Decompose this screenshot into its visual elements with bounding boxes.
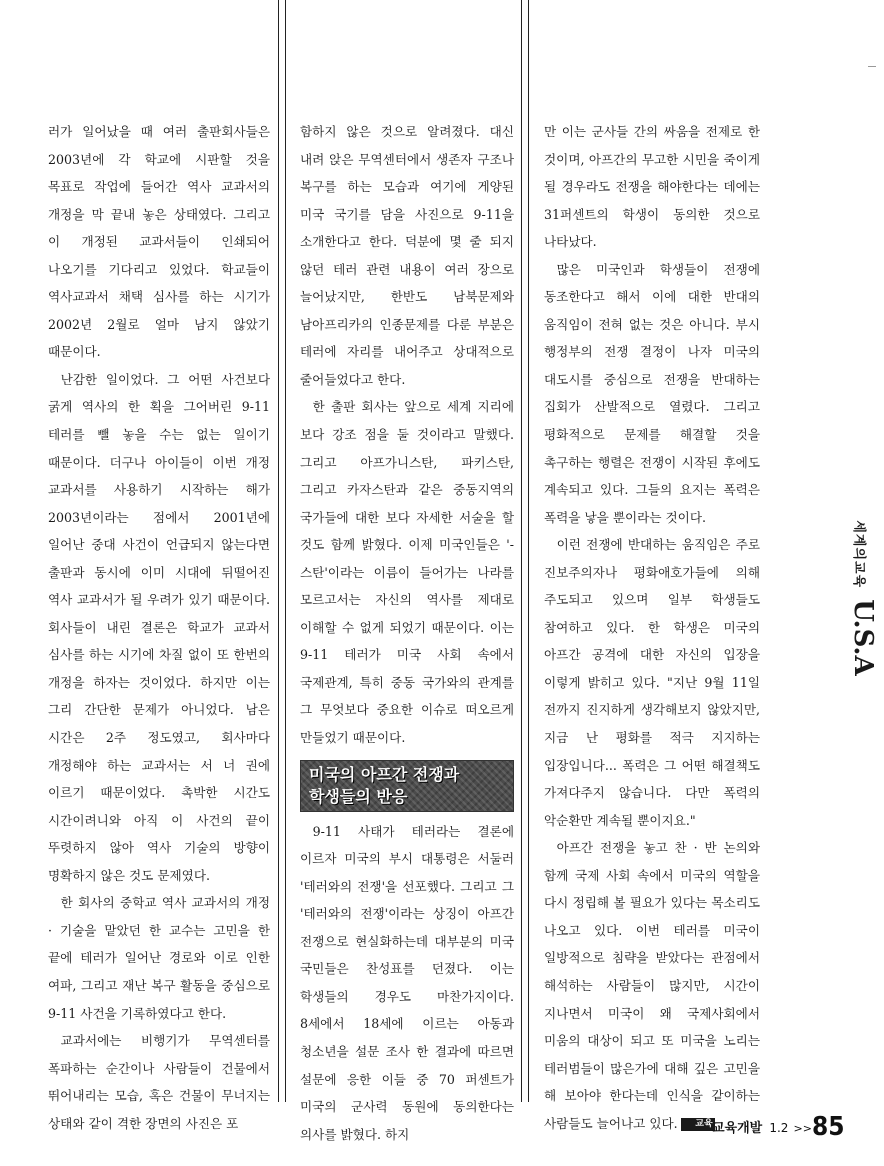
paragraph: 이런 전쟁에 반대하는 움직임은 주로 진보주의자나 평화애호가들에 의해 주도되고 있으며 일부 학생들도 참여하고 있다. 한 학생은 미국의 아프간 공격에 대한 자신의 입장을 이렇게 밝히고 있다. "지난 9월 11일 전까지 진지하게 생각해보지 않았지만, 지금 난 평화를 적극 지지하는 입장입니다... 폭력은 그 어떤 해결책도 가져다주지 않습니다. 다만 폭력의 악순환만 계속될 뿐이지요." bbox=[544, 537, 760, 828]
paragraph: 만 이는 군사들 간의 싸움을 전제로 한 것이며, 아프간의 무고한 시민을 죽이게 될 경우라도 전쟁을 해야한다는 데에는 31퍼센트의 학생이 동의한 것으로 나타났다. bbox=[544, 124, 760, 250]
article-end-mark: 교육 bbox=[681, 1118, 715, 1131]
margin-tick bbox=[868, 66, 876, 67]
paragraph: 러가 일어났을 때 여러 출판회사들은 2003년에 각 학교에 시판할 것을 목표로 작업에 들어간 역사 교과서의 개정을 막 끝내 놓은 상태였다. 그리고 이 개정된 교과서들이 인쇄되어 나오기를 기다리고 있었다. 학교들이 역사교과서 채택 심사를 하는 시기가 2002년 2월로 얼마 남지 않았기 때문이다. bbox=[48, 124, 270, 360]
section-side-tab bbox=[846, 488, 880, 708]
paragraph: 함하지 않은 것으로 알려졌다. 대신 내려 앉은 무역센터에서 생존자 구조나 복구를 하는 모습과 여기에 게양된 미국 국기를 담을 사진으로 9-11을 소개한다고 한다. 덕분에 몇 줄 되지 않던 테러 관련 내용이 여러 장으로 늘어났지만, 한반도 남북문제와 남아프리카의 인종문제를 다룬 부분은 테러에 자리를 내어주고 상대적으로 줄어들었다고 한다. bbox=[300, 124, 514, 387]
paragraph: 교과서에는 비행기가 무역센터를 폭파하는 순간이나 사람들이 건물에서 뛰어내리는 모습, 혹은 건물이 무너지는 상태와 같이 격한 장면의 사진은 포 bbox=[48, 1033, 270, 1131]
arrows-glyph: >> bbox=[793, 1122, 812, 1135]
text-column-3 bbox=[544, 118, 763, 1137]
column-rule-2a bbox=[521, 0, 522, 1102]
paragraph: 한 출판 회사는 앞으로 세계 지리에 보다 강조 점을 둘 것이라고 말했다. 그리고 아프가니스탄, 파키스탄, 그리고 카자스탄과 같은 중동지역의 국가들에 대한 보다 자세한 서술을 할 것도 함께 밝혔다. 이제 미국인들은 '-스탄'이라는 이름이 들어가는 나라를 모르고서는 자신의 역사를 제대로 이해할 수 없게 되었기 때문이다. 이는 9-11 테러가 미국 사회 속에서 국제관계, 특히 중동 국가와의 관계를 그 무엇보다 중요한 이슈로 떠오르게 만들었기 때문이다. bbox=[300, 399, 514, 746]
section-label: 세계의교육 bbox=[851, 520, 866, 589]
text-column-1 bbox=[48, 118, 270, 1137]
paragraph bbox=[544, 834, 763, 1137]
paragraph-text: 아프간 전쟁을 놓고 찬 · 반 논의와 함께 국제 사회 속에서 미국의 역할을 다시 정립해 볼 필요가 있다는 목소리도 나오고 있다. 이번 테러를 미국이 일방적으로 침략을 받았다는 관점에서 해석하는 사람들이 많지만, 시간이 지나면서 미국이 왜 국제사회에서 미움의 대상이 되고 또 미국을 노리는 테러범들이 많은가에 대해 깊은 고민을 해 보아야 한다는데 인식을 같이하는 사람들도 늘어나고 있다. bbox=[544, 840, 760, 1131]
page-number: 85 bbox=[811, 1112, 845, 1142]
column-rule-1a bbox=[278, 0, 279, 1102]
country-label: U.S.A bbox=[848, 599, 878, 676]
paragraph: 한 회사의 중학교 역사 교과서의 개정 · 기술을 맡았던 한 교수는 고민을 한 끝에 테러가 일어난 경로와 이로 인한 여파, 그리고 재난 복구 활동을 중심으로 9-11 사건을 기록하였다고 한다. bbox=[48, 895, 270, 1021]
paragraph: 난감한 일이었다. 그 어떤 사건보다 굵게 역사의 한 획을 그어버린 9-11 테러를 뺄 놓을 수는 없는 일이기 때문이다. 더구나 아이들이 이번 개정 교과서를 사용하기 시작하는 해가 2003년이라는 점에서 2001년에 일어난 중대 사건이 언급되지 않는다면 출판과 동시에 이미 시대에 뒤떨어진 역사 교과서가 될 우려가 있기 때문이다. 회사들이 내린 결론은 학교가 교과서 심사를 하는 시기에 차질 없이 또 한번의 개정을 하자는 것이었다. 하지만 이는 그리 간단한 문제가 아니었다. 남은 시간은 2주 정도였고, 회사마다 개정해야 하는 교과서는 서 너 권에 이르기 때문이었다. 촉박한 시간도 시간이려니와 아직 이 사건의 끝이 뚜렷하지 않아 역사 기술의 방향이 명확하지 않은 것도 문제였다. bbox=[48, 371, 270, 883]
text-column-2 bbox=[300, 118, 514, 1148]
column-rule-1b bbox=[285, 0, 286, 1102]
column-rule-2b bbox=[528, 0, 529, 1102]
section-subheading: 미국의 아프간 전쟁과 학생들의 반응 bbox=[300, 760, 514, 812]
issue-number: 1.2 bbox=[769, 1121, 789, 1135]
paragraph: 많은 미국인과 학생들이 전쟁에 동조한다고 해서 이에 대한 반대의 움직임이 전혀 없는 것은 아니다. 부시 행정부의 전쟁 결정이 나자 미국의 대도시를 중심으로 전쟁을 반대하는 집회가 산발적으로 열렸다. 그리고 평화적으로 문제를 해결할 것을 촉구하는 행렬은 전쟁이 시작된 후에도 계속되고 있다. 그들의 요지는 폭력은 폭력을 낳을 뿐이라는 것이다. bbox=[544, 261, 760, 525]
page-footer bbox=[712, 1112, 845, 1142]
paragraph: 9-11 사태가 테러라는 결론에 이르자 미국의 부시 대통령은 서둘러 '테러와의 전쟁'을 선포했다. 그리고 그 '테러와의 전쟁'이라는 상징이 아프간 전쟁으로 현실화하는데 대부분의 미국 국민들은 찬성표를 던졌다. 이는 학생들의 경우도 마찬가지이다. 8세에서 18세에 이르는 아동과 청소년을 설문 조사 한 결과에 따르면 설문에 응한 이들 중 70 퍼센트가 미국의 군사력 동원에 동의한다는 의사를 밝혔다. 하지 bbox=[300, 823, 514, 1142]
magazine-name: 교육개발 bbox=[712, 1121, 763, 1136]
